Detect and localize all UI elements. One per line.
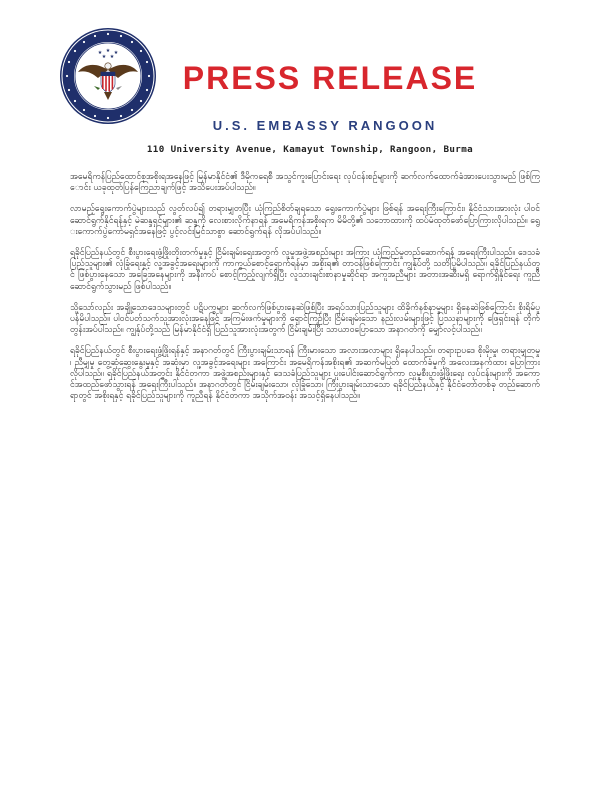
body-paragraph: ရခိုင်ပြည်နယ်တွင် စီးပွားရေးဖွံ့ဖြိုးရန်နှင့် အနာဂတ်တွင် ကြီးပွားချမ်းသာရန် ကြီးမားသော အလားအလာများ ရှိနေပါသည်။ တရားဥပဒေ စိုးမိုးမှု၊ တရားမျှတမှု၊ ညီမျှမှု တွေ့ဆုံဆွေးနွေးမှုနှင့် အဆုံးမှာ လူ့အခွင့်အရေးများ အကြောင်း အမေရိကန်အစိုးရ၏ အဆက်မပြတ် ထောက်ခံမှုကို အလေးအနက်ထား ပြောကြားလိုပါသည်။ ရခိုင်ပြည်နယ်အတွင်း နိုင်ငံတကာ အဖွဲ့အစည်းများနှင့် ဒေသခံပြည်သူများ ပူးပေါင်းဆောင်ရွက်ကာ လူမှုစီးပွားဖွံ့ဖြိုးရေး လုပ်ငန်းများကို အကောင်အထည်ဖော်သွားရန် အရေးကြီးပါသည်။ အနာဂတ်တွင် ငြိမ်းချမ်းသော၊ လုံခြုံသော၊ ကြီးပွားချမ်းသာသော ရခိုင်ပြည်နယ်နှင့် နိုင်ငံတော်တစ်ခု တည်ဆောက်ရာတွင် အစိုးရနှင့် ရခိုင်ပြည်သူများကို ကူညီရန် နိုင်ငံတကာ အသိုက်အဝန်း အသင့်ရှိနေပါသည်။ [70,346,540,402]
body-paragraph: သို့သော်လည်း အချို့သောဒေသများတွင် ပဋိပက္ခများ ဆက်လက်ဖြစ်ပွားနေဆဲဖြစ်ပြီး အရပ်သားပြည်သူများ ထိခိုက်နစ်နာမှုများ ရှိနေဆဲဖြစ်ကြောင်း စိုးရိမ်ပူပန်မိပါသည်။ ပါဝင်ပတ်သက်သူအားလုံးအနေဖြင့် အကြမ်းဖက်မှုများကို ရှောင်ကြဉ်ပြီး ငြိမ်းချမ်းသော နည်းလမ်းများဖြင့် ပြဿနာများကို ဖြေရှင်းရန် တိုက်တွန်းအပ်ပါသည်။ ကျွန်ုပ်တို့သည် မြန်မာနိုင်ငံရှိ ပြည်သူအားလုံးအတွက် ငြိမ်းချမ်းပြီး သာယာဝပြောသော အနာဂတ်ကို မျှော်လင့်ပါသည်။ [70,302,540,336]
embassy-name: U.S. EMBASSY RANGOON [212,118,438,133]
embassy-address: 110 University Avenue, Kamayut Township, Rangoon, Burma [146,144,474,155]
body-paragraph: လာမည့်ရွေးကောက်ပွဲများသည် လွတ်လပ်၍ တရားမျှတပြီး ယုံကြည်စိတ်ချရသော ရွေးကောက်ပွဲများ ဖြစ်ရန် အရေးကြီးကြောင်း၊ နိုင်ငံသားအားလုံး ပါဝင်ဆောင်ရွက်နိုင်ရန်နှင့် မဲဆန္ဒရှင်များ၏ ဆန္ဒကို လေးစားလိုက်နာရန် အမေရိကန်အစိုးရက မိမိတို့၏ သဘောထားကို ထပ်မံထုတ်ဖော်ပြောကြားလိုပါသည်။ ရွေးကောက်ပွဲကော်မရှင်အနေဖြင့် ပွင့်လင်းမြင်သာစွာ ဆောင်ရွက်ရန် လိုအပ်ပါသည်။ [70,204,540,237]
body-paragraph: အမေရိကန်ပြည်ထောင်စုအစိုးရအနေဖြင့် မြန်မာနိုင်ငံ၏ ဒီမိုကရေစီ အသွင်ကူးပြောင်းရေး လုပ်ငန်းစဉ်များကို ဆက်လက်ထောက်ခံအားပေးသွားမည် ဖြစ်ကြောင်း ယခုထုတ်ပြန်ကြေညာချက်ဖြင့် အသိပေးအပ်ပါသည်။ [70,172,540,194]
svg-text:★: ★ [97,50,103,56]
body-paragraph: ရခိုင်ပြည်နယ်တွင် စီးပွားရေးဖွံ့ဖြိုးတိုးတက်မှုနှင့် ငြိမ်းချမ်းရေးအတွက် လူမှုအဖွဲ့အစည်းများ အကြား ယုံကြည်မှုတည်ဆောက်ရန် အရေးကြီးပါသည်။ ဒေသခံပြည်သူများ၏ လုံခြုံရေးနှင့် လူ့အခွင့်အရေးများကို ကာကွယ်စောင့်ရှောက်ရန်မှာ အစိုးရ၏ တာဝန်ဖြစ်ကြောင်း ကျွန်ုပ်တို့ သတိပြုမိပါသည်။ ရခိုင်ပြည်နယ်တွင် ဖြစ်ပွားနေသော အခြေအနေများကို အနီးကပ် စောင့်ကြည့်လျက်ရှိပြီး လူသားချင်းစာနာမှုဆိုင်ရာ အကူအညီများ အတားအဆီးမရှိ ရောက်ရှိနိုင်ရေး ကူညီဆောင်ရွက်သွားမည် ဖြစ်ပါသည်။ [70,248,540,292]
svg-text:★: ★ [109,54,115,60]
department-of-state-seal [58,26,158,126]
press-release-body [70,172,540,772]
svg-text:★: ★ [101,54,107,60]
press-release-title: PRESS RELEASE [182,60,478,96]
svg-text:★: ★ [105,48,111,54]
svg-text:★: ★ [113,50,119,56]
